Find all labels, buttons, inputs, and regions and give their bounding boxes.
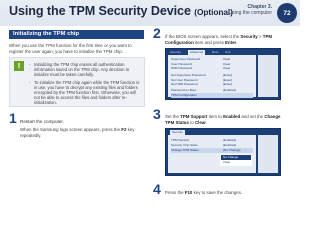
step-3-desc: Set the TPM Support item to Enabled and set the Change TPM Status to Clear. bbox=[165, 114, 281, 125]
bios-help-panel bbox=[258, 135, 278, 173]
page-number-badge: 72 bbox=[277, 3, 297, 23]
section-intro: When you use the TPM function for the first time or you want to register the user again, you have to initialize the TPM chip. bbox=[9, 43, 132, 54]
bios-row: Set HDD Password [Enter] bbox=[171, 82, 233, 86]
key-f10: F10 bbox=[184, 190, 193, 195]
note-item: - To initialize the TPM chip again while the TPM function is in use, you have to decrypt any existing files and folders encrypted by the TPM function first. Otherwise, you will not be able to access the files and folders after re-initialization. bbox=[29, 80, 142, 106]
bios-tab-active: Security bbox=[172, 130, 183, 135]
info-icon: ! bbox=[14, 61, 24, 71]
bios-row: User Password Clear bbox=[171, 61, 231, 66]
bios-tab-active: Advanced bbox=[189, 50, 204, 55]
step-4-desc: Press the F10 key to save the changes. bbox=[165, 190, 243, 195]
bios-tab: Boot bbox=[212, 50, 219, 55]
chapter-number: Chapter 3. bbox=[247, 4, 272, 10]
chapter-label bbox=[229, 4, 272, 16]
bios-help-panel bbox=[258, 55, 278, 97]
bios-row: Supervisor Password Clear bbox=[171, 57, 231, 61]
bios-option: No Change bbox=[223, 155, 239, 159]
step-1-number: 1 bbox=[9, 110, 17, 126]
page-title-suffix: (Optional) bbox=[194, 7, 233, 17]
section-title: Initializing the TPM chip bbox=[13, 31, 80, 38]
bios-row: HDD Password Clear bbox=[171, 66, 231, 70]
bios-row: Password on Boot [Enabled] bbox=[171, 88, 237, 92]
bios-row: Set User Password [Enter] bbox=[171, 77, 233, 82]
bios-row-selected: Change TPM Status [No Change] bbox=[171, 148, 253, 153]
step-3-number: 3 bbox=[153, 106, 161, 122]
note-item: - Initializing the TPM chip erases all authentication information saved on the TPM chip. Any decision to initialize must be taken carefully. bbox=[29, 62, 142, 78]
bios-row: TPM Support [Enabled] bbox=[171, 138, 237, 142]
bios-tab: Exit bbox=[225, 50, 231, 55]
bios-row: Security Chip State [Enabled] bbox=[171, 143, 237, 147]
note-list bbox=[29, 62, 142, 108]
page-title bbox=[9, 4, 233, 18]
bios-option-popup bbox=[220, 154, 252, 166]
bios-row: Set Supervisor Password [Enter] bbox=[171, 73, 233, 77]
bios-row-selected: TPM Configuration bbox=[171, 93, 253, 98]
page-title-main: Using the TPM Security Device bbox=[9, 4, 191, 18]
step-2-desc: If the BIOS screen appears, select the Security > TPM Configuration item and press Enter. bbox=[165, 34, 273, 45]
chapter-name: Using the computer bbox=[228, 10, 272, 17]
bios-tab: Security bbox=[170, 50, 181, 55]
step-1-desc: When the Samsung logo screen appears, press the F2 key repeatedly. bbox=[20, 127, 135, 138]
section-heading bbox=[9, 30, 144, 39]
step-4-number: 4 bbox=[153, 181, 161, 197]
note-box bbox=[9, 57, 145, 107]
bios-screenshot-tpm bbox=[165, 128, 281, 176]
key-f2: F2 bbox=[121, 127, 127, 132]
step-1-title: Restart the computer. bbox=[20, 119, 64, 124]
bios-panel bbox=[168, 55, 256, 97]
step-2-number: 2 bbox=[153, 25, 161, 41]
bios-option-selected: Clear bbox=[221, 160, 251, 165]
bios-panel bbox=[168, 135, 256, 173]
bios-screenshot-security bbox=[165, 48, 281, 100]
